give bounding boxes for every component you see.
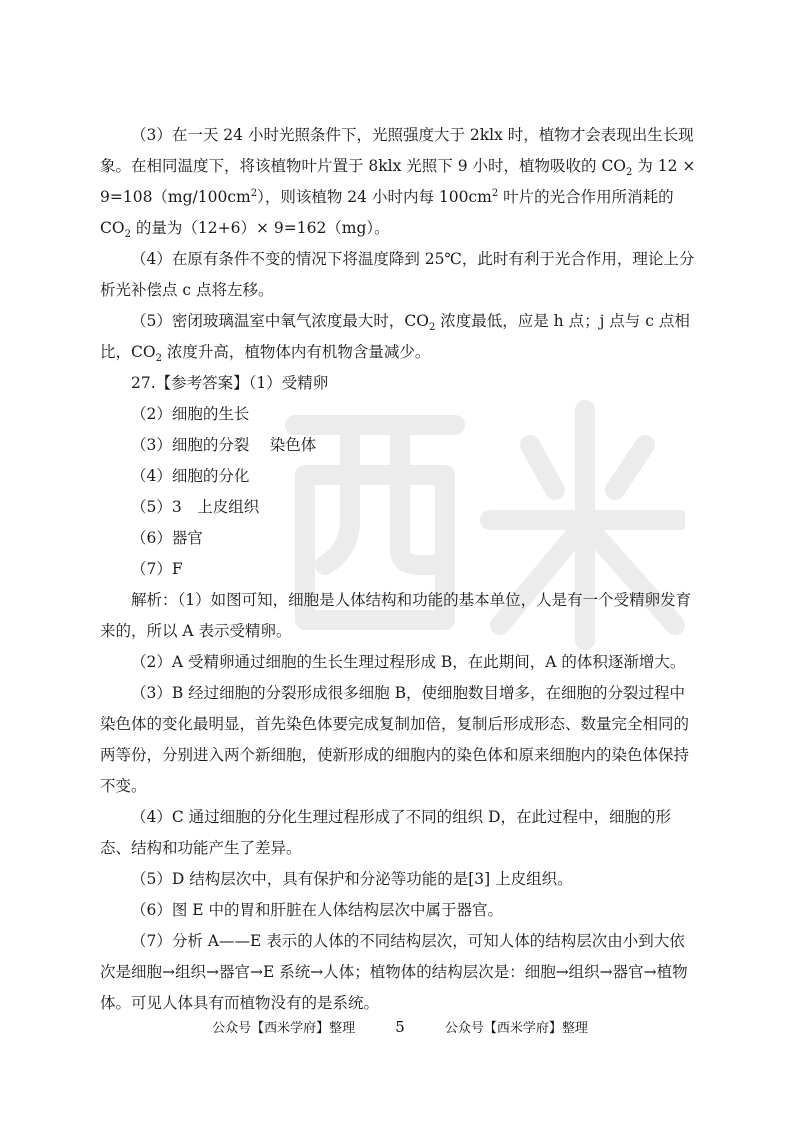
explanation-4: （4）C 通过细胞的分化生理过程形成了不同的组织 D，在此过程中，细胞的形态、结构和功能产生了差异。 [100,808,672,857]
page-number: 5 [395,1018,405,1036]
document-body [100,120,700,1019]
explanation-1: 解析：（1）如图可知，细胞是人体结构和功能的基本单位，人是有一个受精卵发育来的，所以 A 表示受精卵。 [100,591,692,640]
explanation-3: （3）B 经过细胞的分裂形成很多细胞 B，使细胞数目增多，在细胞的分裂过程中染色体的变化最明显，首先染色体要完成复制加倍，复制后形成形态、数量完全相同的两等份，分别进入两个新细胞，使新形成的细胞内的染色体和原来细胞内的染色体保持不变。 [100,684,690,795]
explanation-2: （2）A 受精卵通过细胞的生长生理过程形成 B，在此期间，A 的体积逐渐增大。 [131,653,686,671]
page-footer [0,1017,800,1036]
paragraph-q3-light: （3）在一天 24 小时光照条件下，光照强度大于 2klx 时，植物才会表现出生长现象。在相同温度下，将该植物叶片置于 8klx 光照下 9 小时，植物吸收的 $CO_2$ 为 $12 \times 9=108(mg/100cm^2)$，则该植物 24 小时内每 $100cm^2$ 叶片的光合作用所消耗的 $CO_2$ 的量为（12+6）× 9=162（mg）。 [100,126,696,241]
explanation-6: （6）图 E 中的胃和肝脏在人体结构层次中属于器官。 [131,901,504,919]
paragraph-q5-co2: （5）密闭玻璃温室中氧气浓度最大时，$CO_2$ 浓度最低，应是 h 点；j 点与 c 点相比，$CO_2$ 浓度升高，植物体内有机物含量减少。 [100,312,690,365]
explanation-5: （5）D 结构层次中，具有保护和分泌等功能的是[3] 上皮组织。 [131,870,573,888]
answer-27-item-6: （6）器官 [131,529,203,547]
answer-27-item-4: （4）细胞的分化 [131,467,250,485]
answer-27-item-2: （2）细胞的生长 [131,405,250,423]
answer-27-item-5: （5）3 上皮组织 [131,498,260,516]
answer-27-title: 27.【参考答案】（1）受精卵 [131,374,329,392]
answer-27-item-7: （7）F [131,560,183,578]
explanation-7: （7）分析 A——E 表示的人体的不同结构层次，可知人体的结构层次由小到大依次是细胞→组织→器官→E 系统→人体；植物体的结构层次是：细胞→组织→器官→植物体。可见人体具有而植物没有的是系统。 [100,932,688,1012]
footer-left-text: 公众号【西米学府】整理 [212,1021,356,1036]
footer-right-text: 公众号【西米学府】整理 [444,1021,588,1036]
answer-27-item-3: （3）细胞的分裂 染色体 [131,436,317,454]
paragraph-q4-temperature: （4）在原有条件不变的情况下将温度降到 25℃，此时有利于光合作用，理论上分析光补偿点 c 点将左移。 [100,250,695,299]
